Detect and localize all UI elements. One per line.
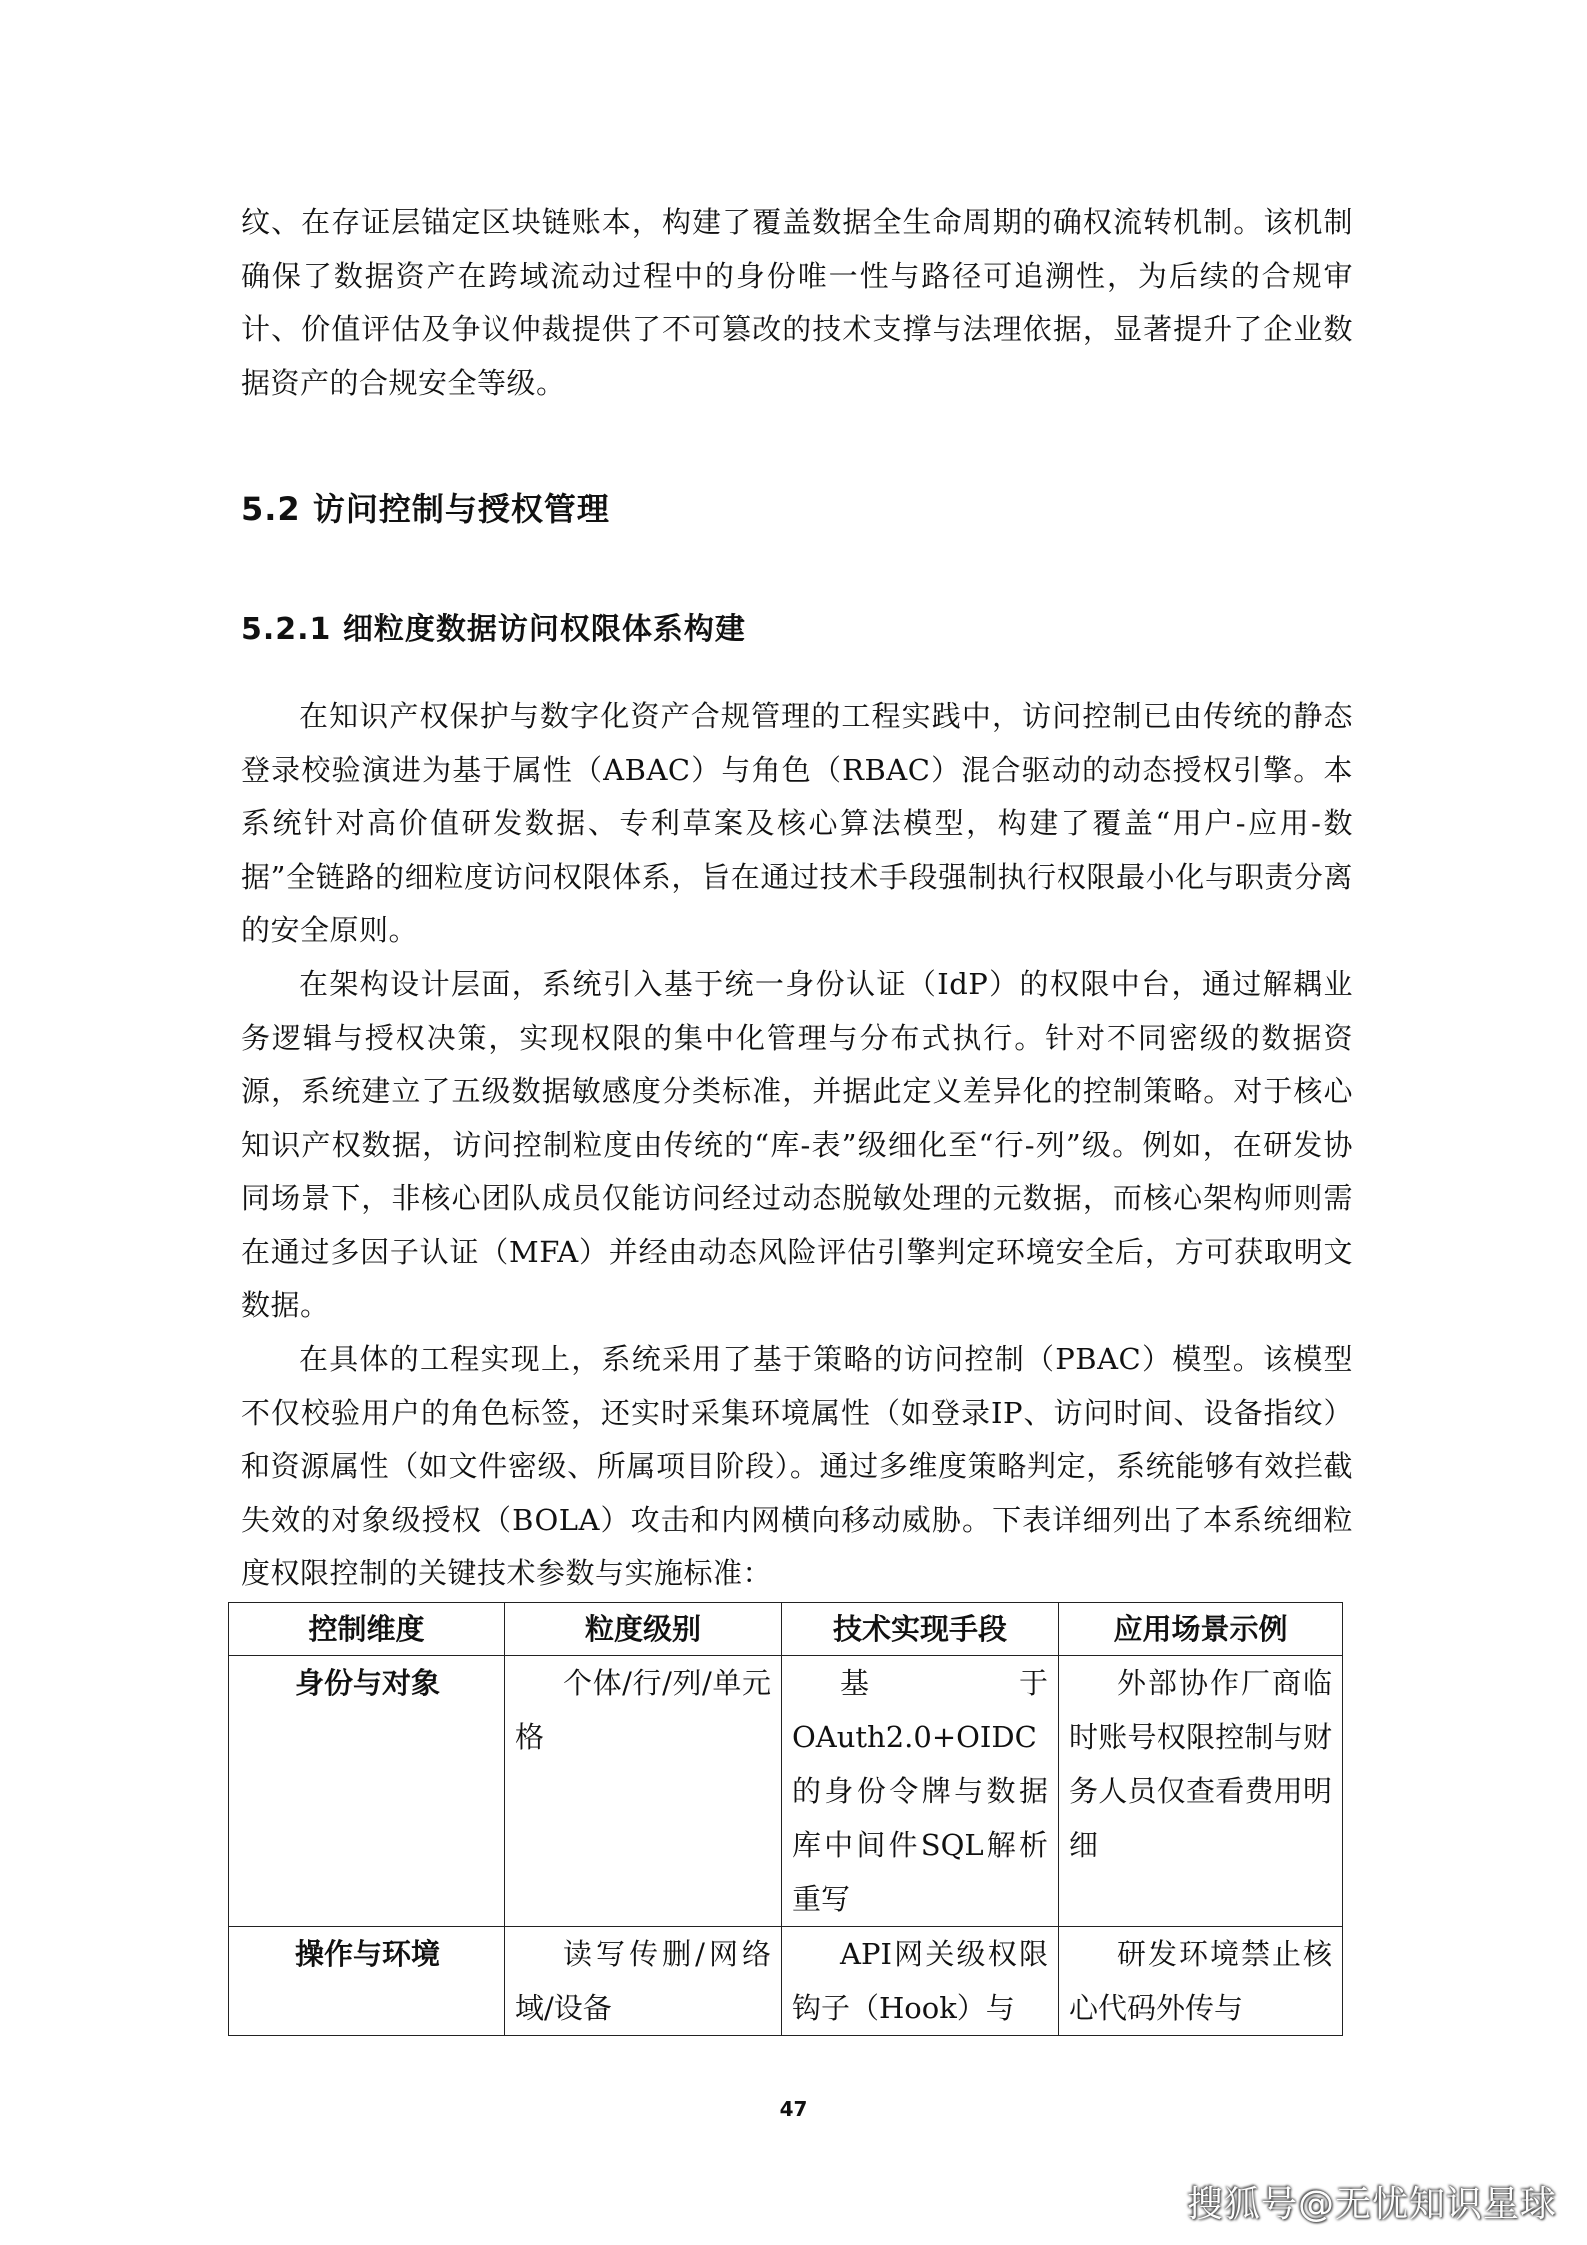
table-cell: 基于OAuth2.0+OIDC的身份令牌与数据库中间件SQL解析重写 <box>782 1656 1059 1927</box>
table-cell: 个体/行/列/单元格 <box>505 1656 782 1927</box>
table-cell: 研发环境禁止核心代码外传与 <box>1059 1927 1343 2036</box>
table-header: 控制维度 <box>229 1603 505 1656</box>
table-cell: 读写传删/网络域/设备 <box>505 1927 782 2036</box>
body-paragraph-3: 在具体的工程实现上，系统采用了基于策略的访问控制（PBAC）模型。该模型不仅校验用户的角色标签，还实时采集环境属性（如登录IP、访问时间、设备指纹）和资源属性（如文件密级、所属项目阶段）。通过多维度策略判定，系统能够有效拦截失效的对象级授权（BOLA）攻击和内网横向移动威胁。下表详细列出了本系统细粒度权限控制的关键技术参数与实施标准： <box>241 1342 1353 1590</box>
table-header: 技术实现手段 <box>782 1603 1059 1656</box>
table-row <box>229 1927 1343 2036</box>
section-heading: 5.2 访问控制与授权管理 <box>241 490 610 528</box>
table-header-row <box>229 1603 1343 1656</box>
page-number: 47 <box>779 2097 808 2121</box>
table-cell: API网关级权限钩子（Hook）与 <box>782 1927 1059 2036</box>
body-paragraph-1: 在知识产权保护与数字化资产合规管理的工程实践中，访问控制已由传统的静态登录校验演进为基于属性（ABAC）与角色（RBAC）混合驱动的动态授权引擎。本系统针对高价值研发数据、专利草案及核心算法模型，构建了覆盖“用户-应用-数据”全链路的细粒度访问权限体系，旨在通过技术手段强制执行权限最小化与职责分离的安全原则。 <box>241 699 1353 947</box>
table-header: 粒度级别 <box>505 1603 782 1656</box>
table-cell: 操作与环境 <box>229 1927 505 2036</box>
access-control-table <box>228 1602 1343 2036</box>
intro-paragraph: 纹、在存证层锚定区块链账本，构建了覆盖数据全生命周期的确权流转机制。该机制确保了数据资产在跨域流动过程中的身份唯一性与路径可追溯性，为后续的合规审计、价值评估及争议仲裁提供了不可篡改的技术支撑与法理依据，显著提升了企业数据资产的合规安全等级。 <box>241 205 1353 400</box>
table-cell: 身份与对象 <box>229 1656 505 1927</box>
body-paragraph-2: 在架构设计层面，系统引入基于统一身份认证（IdP）的权限中台，通过解耦业务逻辑与授权决策，实现权限的集中化管理与分布式执行。针对不同密级的数据资源，系统建立了五级数据敏感度分类标准，并据此定义差异化的控制策略。对于核心知识产权数据，访问控制粒度由传统的“库-表”级细化至“行-列”级。例如，在研发协同场景下，非核心团队成员仅能访问经过动态脱敏处理的元数据，而核心架构师则需在通过多因子认证（MFA）并经由动态风险评估引擎判定环境安全后，方可获取明文数据。 <box>241 967 1353 1322</box>
subsection-heading: 5.2.1 细粒度数据访问权限体系构建 <box>241 612 746 647</box>
table-header: 应用场景示例 <box>1059 1603 1343 1656</box>
watermark: 搜狐号@无忧知识星球 <box>1186 2184 1557 2225</box>
table-cell: 外部协作厂商临时账号权限控制与财务人员仅查看费用明细 <box>1059 1656 1343 1927</box>
table-row <box>229 1656 1343 1927</box>
